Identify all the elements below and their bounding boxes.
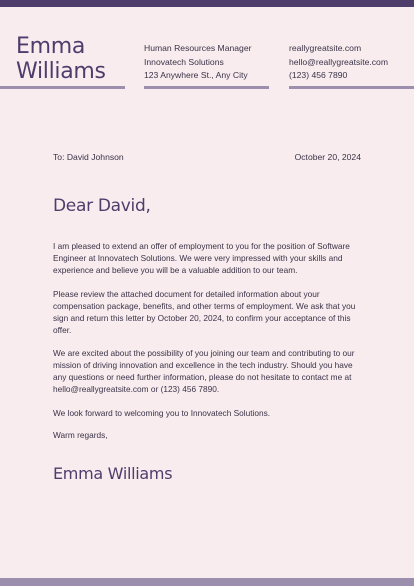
letter-date: October 20, 2024	[294, 152, 361, 162]
email: hello@reallygreatsite.com	[289, 56, 389, 67]
sender-company: Innovatech Solutions	[144, 56, 224, 67]
sender-details	[144, 42, 251, 83]
signature-name: Emma Williams	[53, 464, 173, 483]
bottom-accent-bar	[0, 578, 414, 586]
divider-middle	[144, 86, 269, 89]
sender-name	[16, 34, 126, 84]
paragraph: We are excited about the possibility of you joining our team and contributing to our mission of driving innovation and excellence in the tech industry. Should you have any questions or need further information, please do not hesitate to contact me at hello@reallygreatsite.com or (123) 456 7890.	[53, 348, 355, 394]
greeting: Dear David,	[53, 196, 151, 216]
contact-details	[289, 42, 388, 83]
letter-body	[53, 240, 365, 430]
paragraph: I am pleased to extend an offer of employment to you for the position of Software Engineer at Innovatech Solutions. We were very impressed with your skills and experience and believe you will be a valuable addition to our team.	[53, 241, 350, 275]
divider-left	[0, 86, 125, 89]
last-name: Williams	[16, 59, 106, 84]
sender-title: Human Resources Manager	[144, 43, 252, 53]
divider-right	[289, 86, 414, 89]
closing: Warm regards,	[53, 430, 108, 440]
website: reallygreatsite.com	[289, 43, 362, 53]
first-name: Emma	[16, 34, 86, 59]
paragraph: We look forward to welcoming you to Innovatech Solutions.	[53, 407, 271, 418]
recipient-line: To: David Johnson	[53, 152, 124, 162]
sender-address: 123 Anywhere St., Any City	[144, 70, 248, 81]
paragraph: Please review the attached document for detailed information about your compensation package, benefits, and other terms of employment. We ask that you sign and return this letter by October 20, 2024, to confirm your acceptance of this offer.	[53, 288, 356, 335]
top-accent-bar	[0, 0, 414, 7]
phone: (123) 456 7890	[289, 70, 348, 81]
